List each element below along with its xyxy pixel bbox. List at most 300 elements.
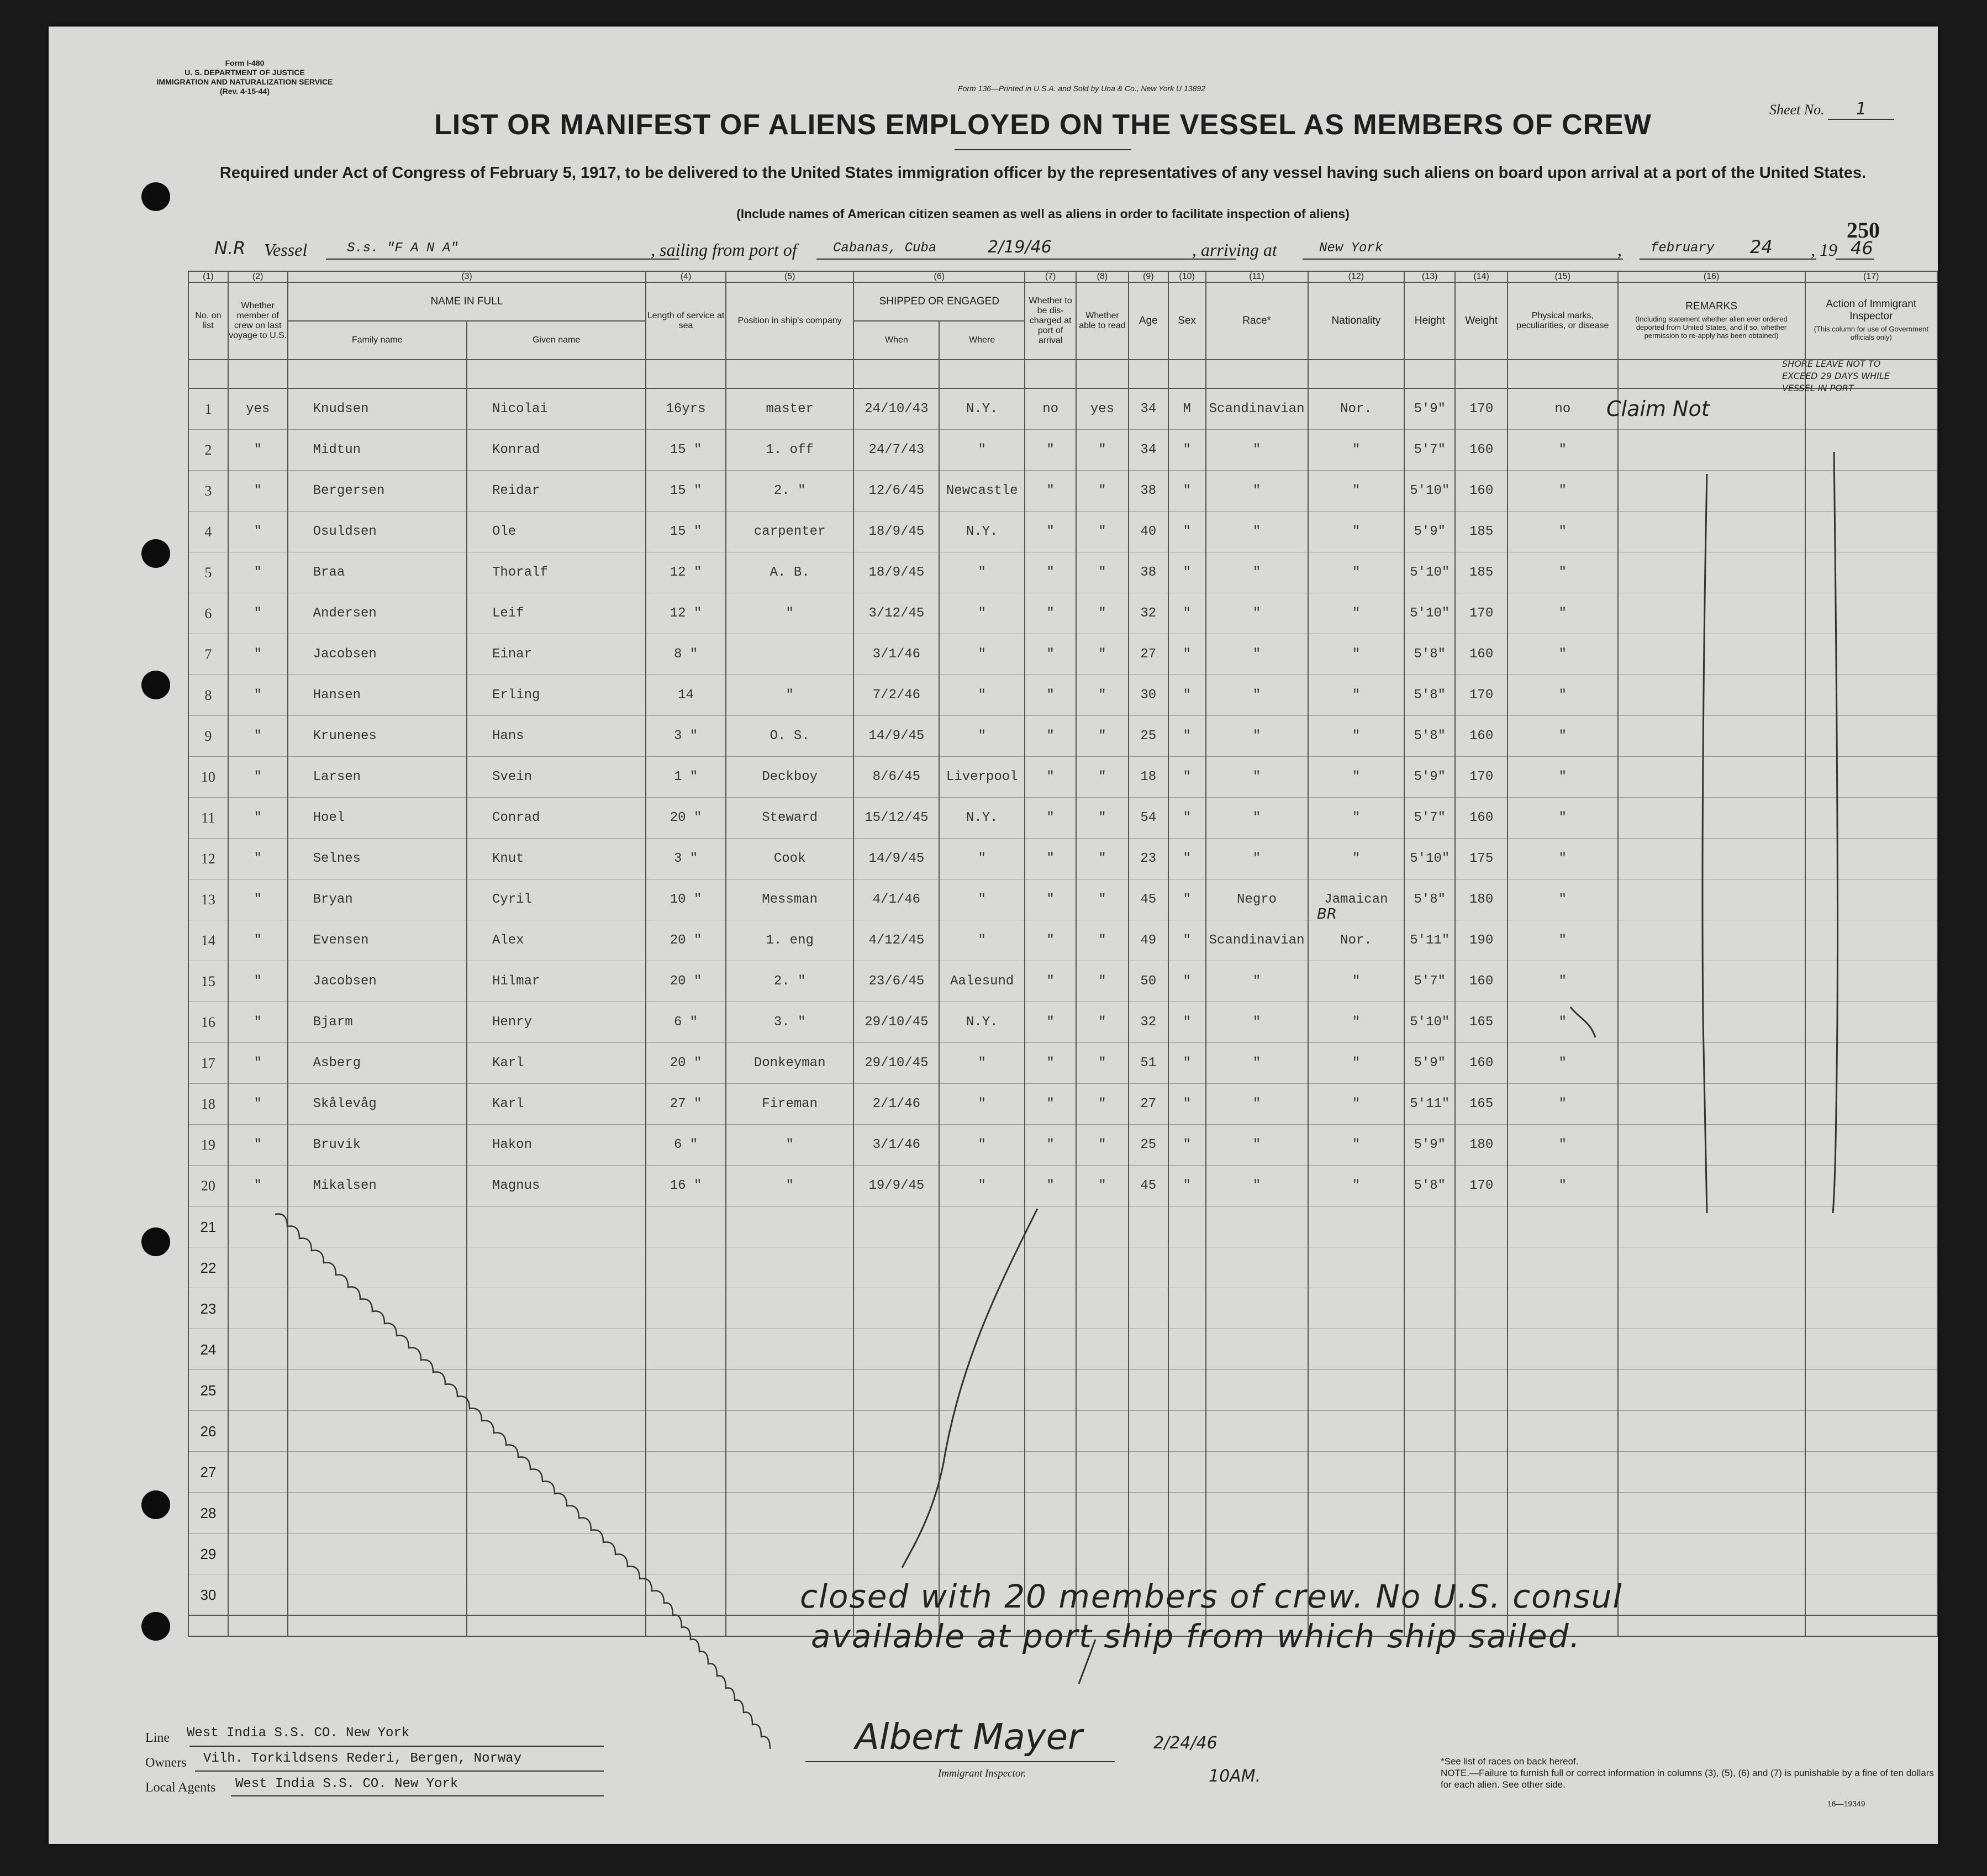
cell-member: " [228,1043,288,1084]
cell-length: 3 " [646,839,726,879]
cell-nationality: Nor. [1308,920,1405,961]
cell-length: 15 " [646,471,726,512]
arrival-year: 46 [1851,238,1873,259]
cell-height: 5'10" [1404,593,1455,634]
cell-family: Skålevåg [288,1084,467,1125]
cell-family: Krunenes [288,716,467,757]
cell-member: " [228,1125,288,1166]
cell-race: " [1206,593,1308,634]
cell-discharged: " [1025,1125,1076,1166]
cell-nationality: " [1308,430,1405,471]
col-length-service: Length of service at sea [646,282,726,360]
cell-given: Knut [467,839,646,879]
cell-given: Cyril [467,879,646,920]
cell-age: 38 [1129,471,1168,512]
cell-family: Jacobsen [288,961,467,1002]
row-number: 27 [188,1452,228,1493]
cell-length: 12 " [646,593,726,634]
cell-age: 49 [1129,920,1168,961]
cell-age: 38 [1129,552,1168,593]
cell-weight: 170 [1455,1166,1508,1206]
cell-race: " [1206,1043,1308,1084]
cell-position: Steward [726,798,854,839]
cell-height: 5'11" [1404,1084,1455,1125]
cell-given: Hilmar [467,961,646,1002]
row-number: 24 [188,1329,228,1370]
cell-weight: 170 [1455,675,1508,716]
col-family-name: Family name [288,321,467,360]
cell-no: 8 [188,675,228,716]
cell-sex: " [1168,757,1206,798]
cell-read: " [1076,1125,1129,1166]
cell-race: Scandinavian [1206,920,1308,961]
cell-read: " [1076,430,1129,471]
cell-sex: " [1168,675,1206,716]
cell-height: 5'10" [1404,552,1455,593]
cell-position: A. B. [726,552,854,593]
cell-age: 25 [1129,716,1168,757]
cell-sex: " [1168,552,1206,593]
cell-physical: " [1508,593,1618,634]
arrival-day: 24 [1750,236,1773,257]
cell-length: 15 " [646,430,726,471]
cell-member: " [228,430,288,471]
cell-family: Bergersen [288,471,467,512]
cell-age: 54 [1129,798,1168,839]
cell-given: Hakon [467,1125,646,1166]
cell-no: 4 [188,512,228,552]
cell-race: " [1206,430,1308,471]
cell-read: " [1076,879,1129,920]
cell-position: carpenter [726,512,854,552]
vessel-name: S.s. "F A N A" [347,241,458,256]
cell-read: " [1076,961,1129,1002]
cell-length: 16yrs [646,388,726,430]
cell-read: yes [1076,388,1129,430]
cell-read: " [1076,757,1129,798]
cell-race: " [1206,961,1308,1002]
form-code: 16—19349 [1827,1799,1865,1808]
cell-where: " [939,839,1025,879]
cell-where: " [939,716,1025,757]
cell-given: Svein [467,757,646,798]
cell-race: " [1206,1125,1308,1166]
cell-where: " [939,879,1025,920]
cell-discharged: " [1025,839,1076,879]
cell-where: N.Y. [939,798,1025,839]
cell-race: " [1206,634,1308,675]
col-position: Position in ship's company [726,282,854,360]
cell-where: N.Y. [939,512,1025,552]
cell-family: Larsen [288,757,467,798]
cell-where: " [939,552,1025,593]
cell-length: 16 " [646,1166,726,1206]
cell-height: 5'8" [1404,716,1455,757]
cell-no: 1 [188,388,228,430]
cell-weight: 170 [1455,593,1508,634]
cell-length: 20 " [646,1043,726,1084]
cell-weight: 185 [1455,552,1508,593]
cell-discharged: " [1025,961,1076,1002]
cell-height: 5'8" [1404,634,1455,675]
cell-where: " [939,1043,1025,1084]
cell-age: 51 [1129,1043,1168,1084]
cell-position: " [726,593,854,634]
cell-height: 5'7" [1404,961,1455,1002]
cell-sex: " [1168,1125,1206,1166]
vessel-line: N.R Vessel S.s. "F A N A" , sailing from port of Cabanas, Cuba 2/19/46 , arriving at New York , february 24 , 19 46 [181,236,1872,264]
cell-nationality: " [1308,961,1405,1002]
cell-given: Conrad [467,798,646,839]
cell-nationality: " [1308,716,1405,757]
cell-position: Fireman [726,1084,854,1125]
cell-discharged: " [1025,1002,1076,1043]
cell-height: 5'8" [1404,675,1455,716]
cell-nationality: " [1308,634,1405,675]
cell-discharged: " [1025,675,1076,716]
cell-no: 12 [188,839,228,879]
cell-physical: " [1508,430,1618,471]
cell-member: " [228,593,288,634]
cell-when: 18/9/45 [853,512,939,552]
cell-family: Midtun [288,430,467,471]
cell-height: 5'8" [1404,879,1455,920]
cell-discharged: " [1025,1043,1076,1084]
cell-when: 8/6/45 [853,757,939,798]
cell-weight: 160 [1455,716,1508,757]
cell-member: " [228,675,288,716]
cell-weight: 160 [1455,798,1508,839]
cell-age: 18 [1129,757,1168,798]
cell-nationality: " [1308,839,1405,879]
cell-member: " [228,757,288,798]
cell-where: N.Y. [939,1002,1025,1043]
cell-age: 25 [1129,1125,1168,1166]
cell-where: N.Y. [939,388,1025,430]
cell-read: " [1076,675,1129,716]
cell-physical: " [1508,1043,1618,1084]
col-given-name: Given name [467,321,646,360]
col-able-read: Whether able to read [1076,282,1129,360]
cell-race: Scandinavian [1206,388,1308,430]
sheet-number-value: 1 [1828,99,1894,120]
cell-age: 30 [1129,675,1168,716]
col-no-on-list: No. on list [188,282,228,360]
cell-where: " [939,675,1025,716]
cell-no: 9 [188,716,228,757]
cell-family: Bryan [288,879,467,920]
sheet-number: Sheet No. 1 [1769,99,1894,120]
cell-discharged: " [1025,430,1076,471]
cell-weight: 160 [1455,471,1508,512]
cell-length: 1 " [646,757,726,798]
agents-label: Local Agents [145,1780,216,1795]
cell-weight: 160 [1455,430,1508,471]
cell-family: Asberg [288,1043,467,1084]
col-name-in-full: NAME IN FULL [288,282,646,321]
cell-given: Einar [467,634,646,675]
cell-weight: 170 [1455,388,1508,430]
cell-when: 12/6/45 [853,471,939,512]
cell-read: " [1076,593,1129,634]
cell-sex: " [1168,1166,1206,1206]
cell-when: 18/9/45 [853,552,939,593]
cell-when: 3/12/45 [853,593,939,634]
cell-length: 6 " [646,1125,726,1166]
cell-nationality: Nor. [1308,388,1405,430]
subtitle: Required under Act of Congress of February 5, 1917, to be delivered to the United States immigration officer by the representatives of any vessel having such aliens on board upon arrival at a port of the United States. [219,164,1867,182]
cell-no: 10 [188,757,228,798]
cell-family: Mikalsen [288,1166,467,1206]
cell-family: Bjarm [288,1002,467,1043]
cell-read: " [1076,634,1129,675]
cell-sex: M [1168,388,1206,430]
cell-where: " [939,1084,1025,1125]
cell-age: 45 [1129,879,1168,920]
cell-race: " [1206,1084,1308,1125]
cell-member: " [228,1166,288,1206]
sailing-port: Cabanas, Cuba [833,241,937,256]
cell-member: " [228,634,288,675]
cell-position: Cook [726,839,854,879]
cell-where: " [939,1166,1025,1206]
cell-given: Erling [467,675,646,716]
cell-sex: " [1168,961,1206,1002]
cell-sex: " [1168,879,1206,920]
manifest-sheet [49,27,1938,1844]
cell-height: 5'9" [1404,1125,1455,1166]
cell-physical: " [1508,716,1618,757]
closing-line-1: closed with 20 members of crew. No U.S. consul [800,1578,1623,1615]
cell-race: " [1206,675,1308,716]
row-number: 30 [188,1574,228,1616]
cell-read: " [1076,471,1129,512]
signature-date: 2/24/46 [1153,1733,1218,1753]
cell-where: " [939,634,1025,675]
cell-member: " [228,1002,288,1043]
vessel-prefix: N.R [214,238,246,259]
col-race: Race* [1206,282,1308,360]
cell-member: " [228,839,288,879]
cell-member: " [228,1084,288,1125]
cell-race: " [1206,798,1308,839]
cell-discharged: " [1025,552,1076,593]
revision: (Rev. 4-15-44) [219,87,270,96]
cell-race: " [1206,471,1308,512]
cell-discharged: " [1025,634,1076,675]
cell-position: Donkeyman [726,1043,854,1084]
cell-given: Henry [467,1002,646,1043]
cell-when: 3/1/46 [853,1125,939,1166]
col-shipped: SHIPPED OR ENGAGED [853,282,1025,321]
cell-sex: " [1168,839,1206,879]
col-age: Age [1129,282,1168,360]
cell-no: 3 [188,471,228,512]
cell-when: 15/12/45 [853,798,939,839]
cell-height: 5'9" [1404,512,1455,552]
cell-read: " [1076,552,1129,593]
cell-nationality: " [1308,798,1405,839]
arriving-port: New York [1319,241,1383,256]
cell-discharged: no [1025,388,1076,430]
cell-given: Karl [467,1043,646,1084]
cell-age: 50 [1129,961,1168,1002]
cell-no: 20 [188,1166,228,1206]
service: IMMIGRATION AND NATURALIZATION SERVICE [156,77,333,86]
cell-no: 14 [188,920,228,961]
cell-given: Alex [467,920,646,961]
cell-given: Magnus [467,1166,646,1206]
page-title: LIST OR MANIFEST OF ALIENS EMPLOYED ON THE VESSEL AS MEMBERS OF CREW [434,109,1652,141]
cell-age: 32 [1129,593,1168,634]
vessel-label: Vessel [264,240,308,260]
cell-when: 2/1/46 [853,1084,939,1125]
col-physical: Physical marks, peculiarities, or disease [1508,282,1618,360]
cell-height: 5'11" [1404,920,1455,961]
cell-position: 2. " [726,471,854,512]
inspector-signature: Albert Mayer [855,1717,1083,1758]
cell-discharged: " [1025,1166,1076,1206]
row-number: 28 [188,1493,228,1534]
cell-member: yes [228,388,288,430]
form-number: Form I-480 [225,59,265,67]
cell-age: 34 [1129,388,1168,430]
cell-no: 18 [188,1084,228,1125]
cell-length: 3 " [646,716,726,757]
owners-label: Owners [145,1756,187,1770]
col-action: Action of Immigrant Inspector (This column for use of Government officials only) [1805,282,1937,360]
cell-sex: " [1168,1084,1206,1125]
cell-position: " [726,1166,854,1206]
col-whether-member: Whether member of crew on last voyage to U.S. [228,282,288,360]
cell-physical: no [1508,388,1618,430]
cell-no: 2 [188,430,228,471]
cell-physical: " [1508,757,1618,798]
arriving-label: , arriving at [1192,240,1277,260]
cell-when: 4/12/45 [853,920,939,961]
cell-height: 5'9" [1404,388,1455,430]
cell-where: Newcastle [939,471,1025,512]
cell-nationality: " [1308,1043,1405,1084]
cell-position: Messman [726,879,854,920]
col-sex: Sex [1168,282,1206,360]
printer-line: Form 136—Printed in U.S.A. and Sold by Una & Co., New York U 13892 [958,84,1205,93]
col-nationality: Nationality [1308,282,1405,360]
cell-position: " [726,1125,854,1166]
cell-when: 29/10/45 [853,1043,939,1084]
cell-physical: " [1508,920,1618,961]
cell-position: 1. eng [726,920,854,961]
cell-read: " [1076,1043,1129,1084]
cell-sex: " [1168,1043,1206,1084]
cell-race: " [1206,1166,1308,1206]
cell-race: " [1206,839,1308,879]
cell-given: Konrad [467,430,646,471]
cell-nationality: Jamaican [1308,879,1405,920]
cell-sex: " [1168,512,1206,552]
cell-no: 19 [188,1125,228,1166]
cell-when: 14/9/45 [853,716,939,757]
cell-weight: 180 [1455,879,1508,920]
cell-race: " [1206,552,1308,593]
cell-no: 6 [188,593,228,634]
cell-race: Negro [1206,879,1308,920]
cell-position: Deckboy [726,757,854,798]
cell-when: 24/10/43 [853,388,939,430]
cell-height: 5'10" [1404,471,1455,512]
col-height: Height [1404,282,1455,360]
cell-weight: 185 [1455,512,1508,552]
cell-race: " [1206,716,1308,757]
cell-age: 34 [1129,430,1168,471]
cell-no: 13 [188,879,228,920]
col-remarks: REMARKS (Including statement whether alien ever ordered deported from United States, and if so, whether permission to re-apply has been obtained) [1618,282,1805,360]
cell-weight: 190 [1455,920,1508,961]
cell-family: Knudsen [288,388,467,430]
cell-physical: " [1508,879,1618,920]
cell-no: 5 [188,552,228,593]
cell-height: 5'7" [1404,430,1455,471]
cell-weight: 165 [1455,1084,1508,1125]
cell-race: " [1206,757,1308,798]
cell-discharged: " [1025,757,1076,798]
col-where: Where [939,321,1025,360]
row-number: 21 [188,1206,228,1247]
cell-sex: " [1168,430,1206,471]
cell-discharged: " [1025,920,1076,961]
cell-discharged: " [1025,879,1076,920]
remark-claim: Claim Not [1606,397,1710,421]
cell-race: " [1206,512,1308,552]
cell-physical: " [1508,471,1618,512]
cell-family: Osuldsen [288,512,467,552]
cell-length: 6 " [646,1002,726,1043]
cell-discharged: " [1025,512,1076,552]
col-discharged: Whether to be dis-charged at port of arrival [1025,282,1076,360]
sailing-label: , sailing from port of [651,240,797,260]
cell-family: Selnes [288,839,467,879]
cell-family: Hoel [288,798,467,839]
cell-nationality: " [1308,1002,1405,1043]
cell-member: " [228,798,288,839]
cell-sex: " [1168,1002,1206,1043]
row-number: 29 [188,1534,228,1574]
cell-position: 2. " [726,961,854,1002]
nationality-note: BR [1317,906,1337,923]
cell-when: 29/10/45 [853,1002,939,1043]
cell-weight: 175 [1455,839,1508,879]
cell-physical: " [1508,634,1618,675]
cell-physical: " [1508,552,1618,593]
cell-physical: " [1508,1084,1618,1125]
cell-height: 5'10" [1404,839,1455,879]
signature-time: 10AM. [1209,1767,1261,1786]
cell-physical: " [1508,839,1618,879]
cell-nationality: " [1308,512,1405,552]
owners-value: Vilh. Torkildsens Rederi, Bergen, Norway [203,1751,522,1766]
arrival-month: february [1651,241,1715,256]
cell-given: Reidar [467,471,646,512]
cell-nationality: " [1308,1166,1405,1206]
cell-member: " [228,716,288,757]
cell-discharged: " [1025,716,1076,757]
cell-when: 7/2/46 [853,675,939,716]
cell-physical: " [1508,961,1618,1002]
cell-member: " [228,961,288,1002]
cell-when: 19/9/45 [853,1166,939,1206]
cell-age: 45 [1129,1166,1168,1206]
cell-read: " [1076,1166,1129,1206]
